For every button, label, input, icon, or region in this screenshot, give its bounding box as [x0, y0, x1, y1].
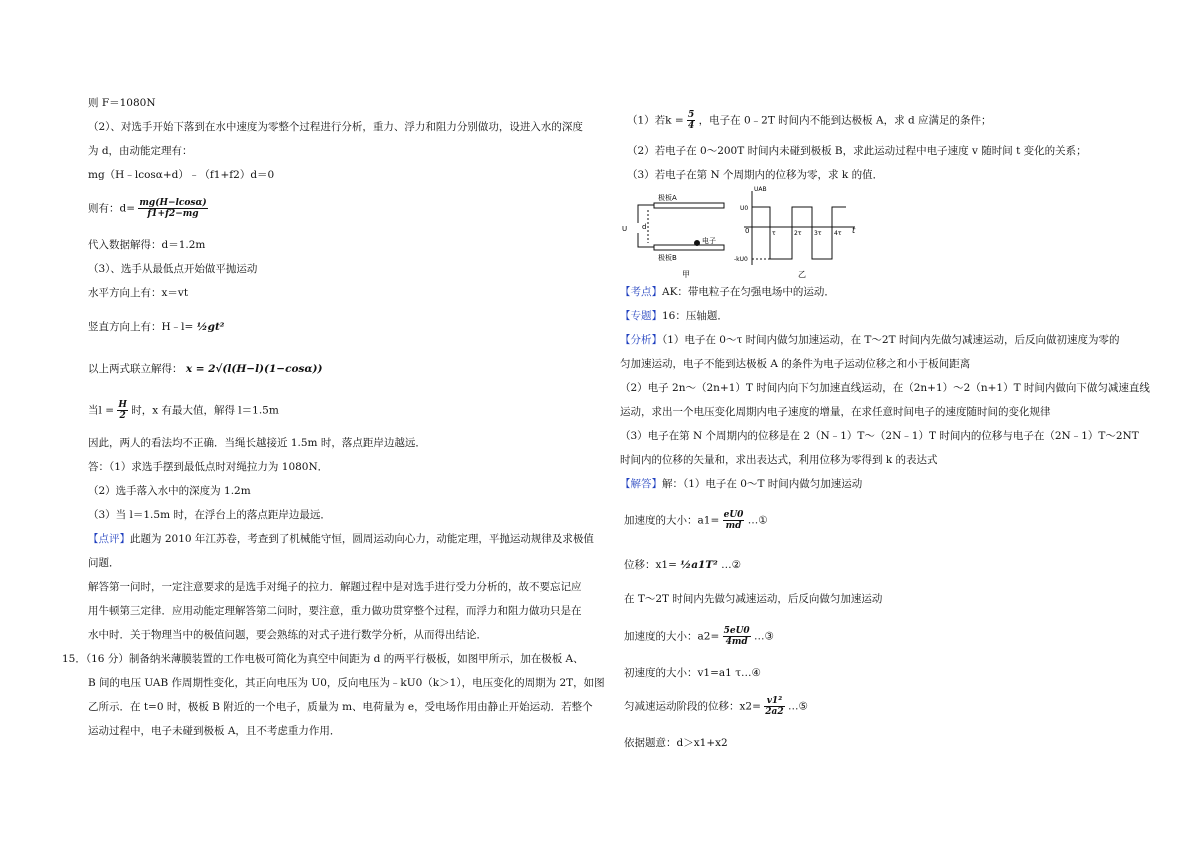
text-fragment: …⑤ [787, 700, 808, 713]
plate-a [654, 203, 724, 208]
denominator: 2 [119, 411, 126, 421]
text-fragment: 此题为 2010 年江苏卷，考查到了机械能守恒，圆周运动向心力，动能定理，平抛运动规律及求极值 [130, 533, 594, 545]
label-u: U [622, 225, 628, 233]
wire-bottom [638, 233, 654, 247]
formula: x = 2√(l(H−l)(1−cosα)) [185, 363, 323, 375]
text-line: 因此，两人的看法均不正确．当绳长越接近 1.5m 时，落点距岸边越远． [88, 437, 426, 449]
denominator: 4md [725, 637, 748, 647]
text-line: （3）若电子在第 N 个周期内的位移为零，求 k 的值． [627, 169, 884, 181]
wire-top [638, 205, 654, 223]
text-fragment: 加速度的大小：a1= [624, 514, 720, 527]
label-u0: U0 [740, 205, 749, 212]
figure-yi [744, 191, 855, 265]
text-fragment: …③ [754, 630, 774, 643]
numerator: 5eU0 [723, 626, 750, 636]
label-neg-ku0: -kU0 [734, 256, 748, 263]
text-fragment: 以上两式联立解得： [88, 363, 183, 375]
text-fragment: 16：压轴题． [662, 310, 728, 322]
comment-line [88, 532, 594, 546]
formula-line [88, 198, 208, 219]
denominator: f1+f2−mg [147, 209, 199, 219]
text-line: 运动，求出一个电压变化周期内电子速度的增量，在求任意时间电子的速度随时间的变化规律 [620, 406, 1051, 418]
text-line: 依据题意：d＞x1+x2 [624, 737, 728, 749]
formula-line [624, 696, 808, 717]
tick-label: 2τ [794, 230, 802, 237]
text-line: 水中时．关于物理当中的极值问题，要会熟练的对式子进行数学分析，从而得出结论． [88, 629, 487, 641]
label-uab: UAB [754, 186, 767, 193]
text-fragment: 匀减速运动阶段的位移：x2= [624, 700, 761, 713]
tick-label: τ [772, 230, 776, 237]
text-line: （3）当 l＝1.5m 时，在浮台上的落点距岸边最远． [88, 509, 331, 521]
text-fragment: 时，x 有最大值，解得 l＝1.5m [131, 404, 279, 417]
section-tag: 【专题】 [620, 310, 662, 322]
section-tag: 【分析】 [620, 334, 662, 346]
text-line: 则 F＝1080N [88, 97, 156, 109]
figure-circuit-and-voltage [620, 183, 860, 285]
text-fragment: 位移：x1= [624, 559, 677, 571]
tag-line [620, 309, 728, 323]
text-line: 用牛顿第三定律．应用动能定理解答第二问时，要注意，重力做功贯穿整个过程，而浮力和阻力做功只是在 [88, 605, 582, 617]
numerator: H [118, 400, 127, 410]
tick-label: 3τ [814, 230, 822, 237]
text-fragment: 竖直方向上有：H﹣l= [88, 321, 194, 333]
label-jia: 甲 [682, 270, 690, 279]
text-line: 为 d，由动能定理有： [88, 145, 193, 157]
section-tag: 【解答】 [620, 478, 662, 490]
text-fragment: …② [721, 559, 741, 571]
question-line [62, 652, 584, 666]
section-tag: 【考点】 [620, 286, 662, 298]
numerator: eU0 [723, 510, 744, 520]
text-line: 运动过程中，电子未碰到极板 A，且不考虑重力作用． [88, 725, 341, 737]
label-origin: 0 [745, 227, 750, 235]
text-line: 答：（1）求选手摆到最低点时对绳拉力为 1080N． [88, 461, 329, 473]
text-fragment: ，电子在 0﹣2T 时间内不能到达极板 A，求 d 应满足的条件； [698, 114, 992, 127]
text-line: 乙所示．在 t=0 时，极板 B 附近的一个电子，质量为 m、电荷量为 e，受电场作用由静止开始运动．若整个 [88, 701, 593, 713]
text-line: B 间的电压 UAB 作周期性变化，其正向电压为 U0，反向电压为﹣kU0（k＞1），电压变化的周期为 2T，如图 [88, 677, 605, 689]
label-plate-b: 极板B [658, 254, 677, 262]
text-fragment: 解：（1）电子在 0～T 时间内做匀加速运动 [662, 478, 863, 490]
text-line: （2）选手落入水中的深度为 1.2m [88, 485, 251, 497]
fraction [764, 696, 784, 717]
text-fragment: （1）电子在 0～τ 时间内做匀加速运动，在 T～2T 时间内先做匀减速运动，后反向做初速度为零的 [662, 334, 1120, 346]
text-fragment: …① [747, 514, 768, 527]
formula-line [627, 110, 992, 131]
text-fragment: 加速度的大小：a2= [624, 630, 720, 643]
question-number: 15． [62, 653, 86, 665]
plate-b [654, 245, 724, 250]
text-fragment: AK：带电粒子在匀强电场中的运动． [662, 286, 835, 298]
formula-line [624, 626, 774, 647]
fraction [138, 198, 207, 219]
text-line: mg（H﹣lcosα+d）﹣（f1+f2）d＝0 [88, 169, 275, 181]
text-line: （3）、选手从最低点开始做平抛运动 [88, 263, 258, 275]
text-line: （2）电子 2n～（2n+1）T 时间内向下匀加速直线运动，在（2n+1）～2（n+1）T 时间内做向下做匀减速直线 [620, 382, 1150, 394]
denominator: 2a2 [765, 707, 784, 717]
label-plate-a: 极板A [658, 194, 677, 202]
formula: ½gt² [196, 321, 225, 333]
text-line: 初速度的大小：v1=a1 τ…④ [624, 667, 761, 679]
text-line: 代入数据解得：d＝1.2m [88, 239, 206, 251]
text-line: 问题． [88, 557, 120, 569]
text-fragment: （1）若k = [627, 114, 684, 127]
fraction [723, 510, 745, 531]
text-line: 时间内的位移的矢量和，求出表达式，利用位移为零得到 k 的表达式 [620, 454, 938, 466]
text-line: 匀加速运动，电子不能到达极板 A 的条件为电子运动位移之和小于板间距离 [620, 358, 971, 370]
formula-line [88, 362, 322, 376]
label-yi: 乙 [798, 270, 806, 279]
formula-line [88, 400, 279, 421]
text-fragment: 则有：d= [88, 202, 136, 215]
formula: ½a1T² [680, 559, 718, 571]
tag-line [620, 477, 862, 491]
tag-line [620, 285, 835, 299]
label-d: d [642, 223, 647, 231]
text-line: 解答第一问时，一定注意要求的是选手对绳子的拉力．解题过程中是对选手进行受力分析的，故不要忘记应 [88, 581, 582, 593]
formula-line [624, 510, 768, 531]
text-line: 在 T～2T 时间内先做匀减速运动，后反向做匀加速运动 [624, 593, 883, 605]
text-line: （3）电子在第 N 个周期内的位移是在 2（N﹣1）T～（2N﹣1）T 时间内的位移与电子在（2N﹣1）T～2NT [620, 430, 1139, 442]
label-t: t [852, 226, 856, 235]
numerator: mg(H−lcosα) [139, 198, 207, 208]
text-line: 水平方向上有：x＝vt [88, 287, 189, 299]
denominator: 4 [688, 121, 695, 131]
numerator: v1² [764, 696, 784, 707]
text-fragment: 当l = [88, 404, 114, 417]
text-line: （2）若电子在 0～200T 时间内未碰到极板 B，求此运动过程中电子速度 v 随时间 t 变化的关系； [627, 145, 1087, 157]
electron-dot [694, 240, 700, 246]
numerator: 5 [688, 110, 695, 120]
tick-label: 4τ [834, 230, 842, 237]
text-fragment: （16 分）制备纳米薄膜装置的工作电极可简化为真空中间距为 d 的两平行极板，如图甲所示，加在极板 A、 [85, 653, 584, 665]
fraction [117, 400, 128, 421]
formula-line [88, 320, 224, 334]
label-electron: 电子 [702, 237, 716, 245]
tag-line [620, 333, 1119, 347]
fraction [723, 626, 751, 647]
formula-line [624, 558, 741, 572]
fraction [687, 110, 695, 131]
denominator: md [725, 521, 742, 531]
text-line: （2）、对选手开始下落到在水中速度为零整个过程进行分析，重力、浮力和阻力分别做功，设进入水的深度 [88, 121, 583, 133]
section-tag: 【点评】 [88, 533, 130, 545]
